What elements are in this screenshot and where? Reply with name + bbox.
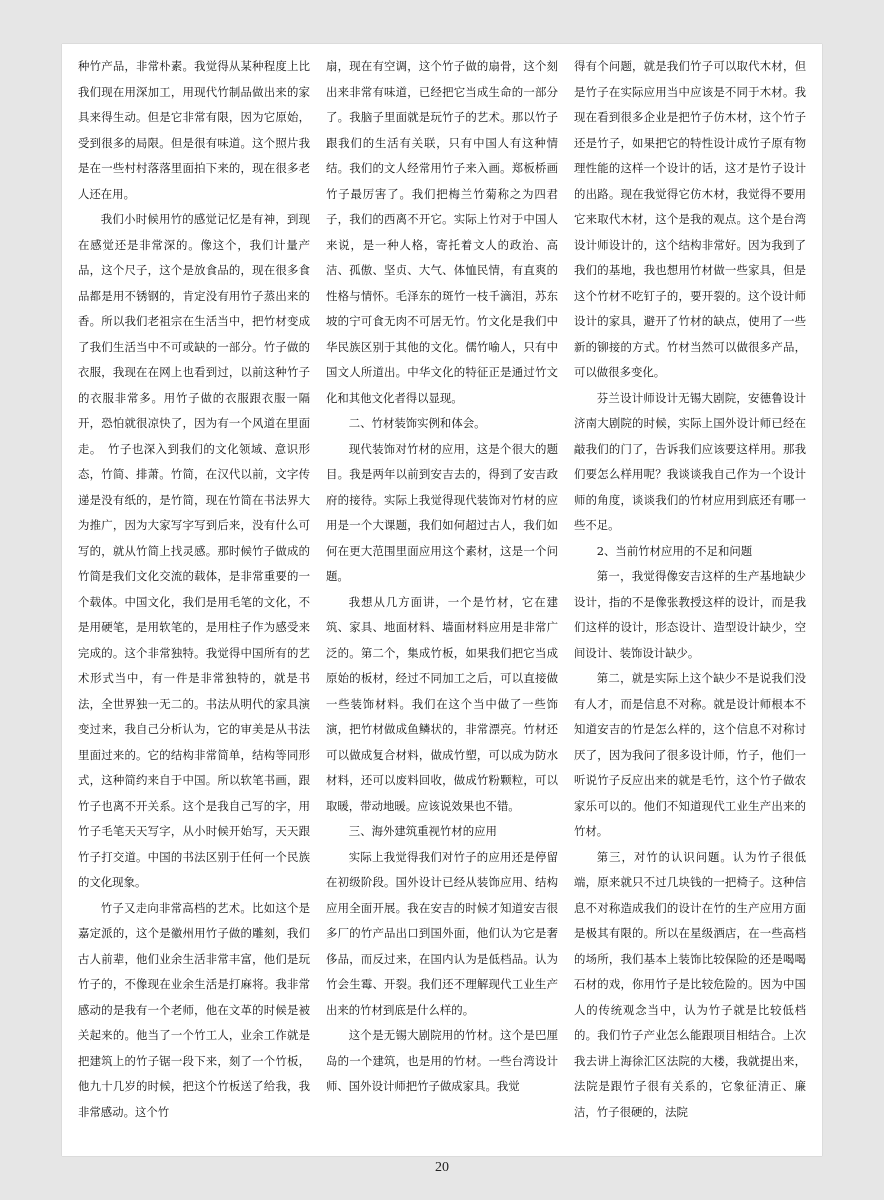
column-2 (326, 54, 558, 1146)
paragraph: 竹子又走向非常高档的艺术。比如这个是嘉定派的，这个是徽州用竹子做的雕刻，我们古人前辈，他们业余生活非常丰富，他们是玩竹子的，不像现在业余生活是打麻将。我非常感动的是我有一个老师，他在文革的时候是被关起来的。他当了一个竹工人，业余工作就是把建筑上的竹子锯一段下来，刻了一个竹板，他九十几岁的时候，把这个竹板送了给我，我非常感动。这个竹 (78, 900, 310, 1119)
paragraph: 三、海外建筑重视竹材的应用 (348, 824, 497, 838)
paragraph: 扇，现在有空调，这个竹子做的扇骨，这个刻出来非常有味道，已经把它当成生命的一部分了。我脑子里面就是玩竹子的艺术。那以竹子跟我们的生活有关联，只有中国人有这种情结。我们的文人经常用竹子来入画。郑板桥画竹子最厉害了。我们把梅兰竹菊称之为四君子，我们的西离不开它。实际上竹对于中国人来说，是一种人格，寄托着文人的政治、高洁、孤傲、坚贞、大气、体恤民情，有直爽的性格与情怀。毛泽东的斑竹一枝千滴泪，苏东坡的宁可食无肉不可居无竹。竹文化是我们中华民族区别于其他的文化。儒竹喻人，只有中国文人所道出。中华文化的特征正是通过竹文化和其他文化者得以显现。 (326, 59, 558, 405)
paragraph: 实际上我觉得我们对竹子的应用还是停留在初级阶段。国外设计已经从装饰应用、结构应用全面开展。我在安吉的时候才知道安吉很多厂的竹产品出口到国外面，他们认为它是奢侈品，而反过来，在国内认为是低档品。认为竹会生霉、开裂。我们还不理解现代工业生产出来的竹材到底是什么样的。 (326, 849, 558, 1017)
paragraph: 二、竹材装饰实例和体会。 (348, 416, 486, 430)
document-page (62, 44, 822, 1156)
paragraph: 芬兰设计师设计无锡大剧院，安德鲁设计济南大剧院的时候，实际上国外设计师已经在敲我们的门了，告诉我们应该要这样用。那我们要怎么样用呢？我谈谈我自己作为一个设计师的角度，谈谈我们的竹材应用到底还有哪一些不足。 (574, 390, 806, 532)
column-1 (78, 54, 310, 1146)
paragraph: 第三，对竹的认识问题。认为竹子很低端，原来就只不过几块钱的一把椅子。这种信息不对称造成我们的设计在竹的生产应用方面是极其有限的。所以在星级酒店，在一些高档的场所，我们基本上装饰比较保险的还是喝喝石材的戏，你用竹子是比较危险的。因为中国人的传统观念当中，认为竹子就是比较低档的。我们竹子产业怎么能跟项目相结合。上次我去讲上海徐汇区法院的大楼，我就提出来，法院是跟竹子很有关系的，它象征清正、廉洁，竹子很硬的，法院 (574, 849, 806, 1119)
paragraph: 我们小时候用竹的感觉记忆是有神，到现在感觉还是非常深的。像这个，我们计量产品，这个尺子，这个是放食品的，现在很多食品都是用不锈钢的，肯定没有用竹子蒸出来的香。所以我们老祖宗在生活当中，把竹材变成了我们生活当中不可或缺的一部分。竹子做的衣服，我现在在网上也看到过，以前这种竹子的衣服非常多。用竹子做的衣服跟衣服一隔开，恐怕就很凉快了，因为有一个风道在里面走。 竹子也深入到我们的文化领域、意识形态，竹简、排萧。竹简，在汉代以前，文字传递是没有纸的，是竹简，现在竹简在书法界大为推广，因为大家写字写到后来，没有什么可写的，就从竹简上找灵感。那时候竹子做成的竹简是我们文化交流的载体，是非常重要的一个载体。中国文化，我们是用毛笔的文化，不是用硬笔，是用软笔的，是用柱子作为感受来完成的。这个非常独特。我觉得中国所有的艺术形式当中，有一件是非常独特的，就是书法，全世界独一无二的。书法从明代的家具演变过来，我自己分析认为，它的审美是从书法里面过来的。它的结构非常简单，结构等同形式，这种简约来自于中国。所以软笔书画，跟竹子也离不开关系。这个是我自己写的字，用竹子毛笔天天写字，从小时候开始写，天天跟竹子打交道。中国的书法区别于任何一个民族的文化现象。 (78, 212, 310, 889)
paragraph: 这个是无锡大剧院用的竹材。这个是巴厘岛的一个建筑，也是用的竹材。一些台湾设计师、国外设计师把竹子做成家具。我觉 (326, 1028, 558, 1093)
text-columns (78, 54, 806, 1146)
paragraph: 得有个问题，就是我们竹子可以取代木材，但是竹子在实际应用当中应该是不同于木材。我现在看到很多企业是把竹子仿木材，这个竹子还是竹子，如果把它的特性设计成竹子原有物理性能的这样一个设计的话，这才是竹子设计的出路。现在我觉得它仿木材，我觉得不要用它来取代木材，这个是我的观点。这个是台湾设计师设计的，这个结构非常好。因为我到了我们的基地，我也想用竹材做一些家具，但是这个竹材不吃钉子的，要开裂的。这个设计师设计的家具，避开了竹材的缺点，使用了一些新的铆接的方式。竹材当然可以做很多产品，可以做很多变化。 (574, 59, 806, 379)
paragraph: 2、当前竹材应用的不足和问题 (596, 543, 753, 558)
paragraph: 现代装饰对竹材的应用，这是个很大的题目。我是两年以前到安吉去的，得到了安吉政府的接待。实际上我觉得现代装饰对竹材的应用是一个大课题，我们如何超过古人，我们如何在更大范围里面应用这个素材，这是一个问题。 (326, 441, 558, 583)
paragraph: 我想从几方面讲，一个是竹材，它在建筑、家具、地面材料、墙面材料应用是非常广泛的。第二个，集成竹板，如果我们把它当成原始的板材，经过不同加工之后，可以直接做一些装饰材料。我们在这个当中做了一些饰演，把竹材做成鱼鳞状的，非常漂亮。竹材还可以做成复合材料，做成竹塑，可以成为防水材料，还可以废料回收，做成竹粉颗粒，可以取暖，带动地暖。应该说效果也不错。 (326, 594, 558, 813)
paragraph: 第一，我觉得像安吉这样的生产基地缺少设计，指的不是像张教授这样的设计，而是我们这样的设计，形态设计、造型设计缺少，空间设计、装饰设计缺少。 (574, 569, 806, 660)
column-3 (574, 54, 806, 1146)
page-number: 20 (435, 1160, 449, 1175)
paragraph: 第二，就是实际上这个缺少不是说我们没有人才，而是信息不对称。就是设计师根本不知道安吉的竹是怎么样的，这个信息不对称讨厌了，因为我问了很多设计师，竹子，他们一听说竹子反应出来的就是毛竹，这个竹子做农家乐可以的。他们不知道现代工业生产出来的竹材。 (574, 671, 806, 838)
paragraph: 种竹产品，非常朴素。我觉得从某种程度上比我们现在用深加工，用现代竹制品做出来的家具来得生动。但是它非常有限，因为它原始，受到很多的局限。但是很有味道。这个照片我是在一些村村落落里面拍下来的，现在很多老人还在用。 (78, 59, 310, 201)
